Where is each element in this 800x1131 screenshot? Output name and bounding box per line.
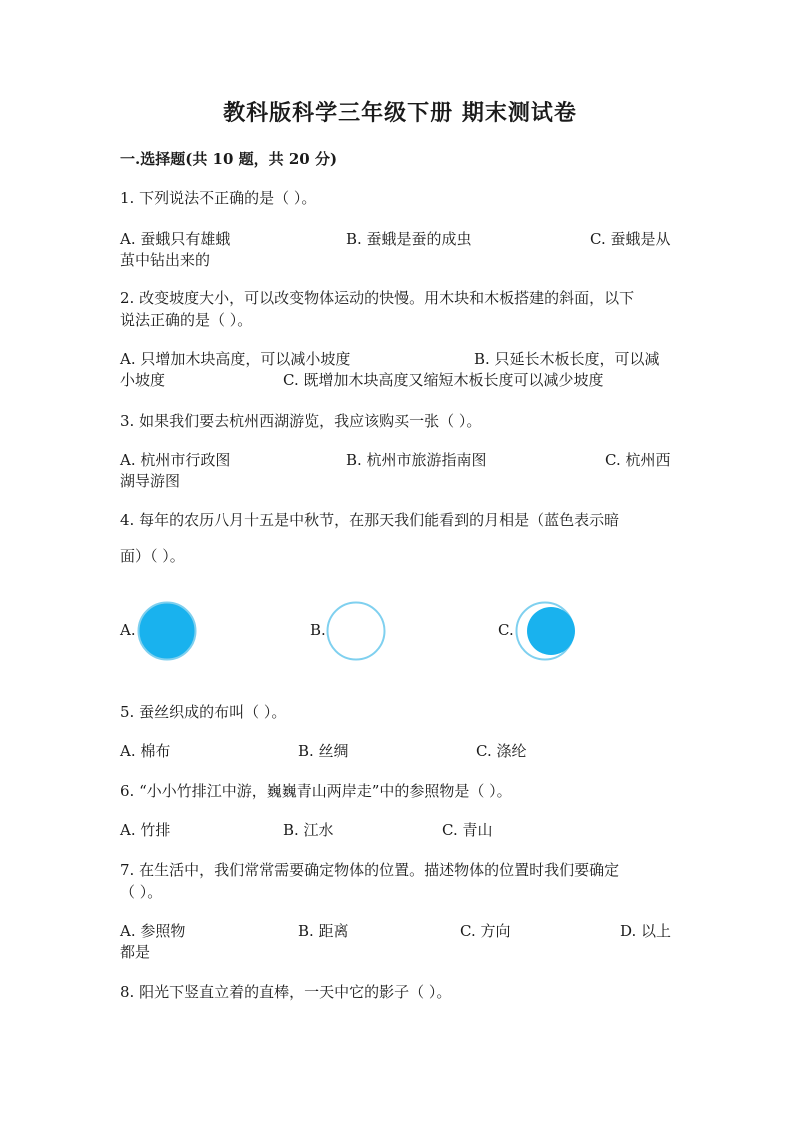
question-5-stem: 5. 蚕丝织成的布叫（ ）。 [120, 703, 287, 721]
question-1-stem: 1. 下列说法不正确的是（ ）。 [120, 189, 317, 207]
q7-option-c: C. 方向 [460, 922, 511, 940]
q1-option-b: B. 蚕蛾是蚕的成虫 [346, 230, 472, 248]
q4-option-c: C. [498, 621, 514, 639]
q3-option-c-cont: 湖导游图 [120, 472, 181, 490]
gibbous-moon-icon [514, 600, 578, 662]
q2-option-b-cont: 小坡度 [120, 371, 166, 389]
q6-option-c: C. 青山 [442, 821, 493, 839]
q2-option-b: B. 只延长木板长度，可以减 [474, 350, 660, 368]
q5-option-b: B. 丝绸 [298, 742, 349, 760]
q6-option-a: A. 竹排 [120, 821, 171, 839]
question-6-stem: 6. “小小竹排江中游，巍巍青山两岸走”中的参照物是（ ）。 [120, 782, 512, 800]
q3-option-c: C. 杭州西 [605, 451, 671, 469]
q5-option-a: A. 棉布 [120, 742, 171, 760]
q7-option-a: A. 参照物 [120, 922, 186, 940]
question-2-stem-line1: 2. 改变坡度大小，可以改变物体运动的快慢。用木块和木板搭建的斜面，以下 [120, 289, 635, 307]
q1-option-a: A. 蚕蛾只有雄蛾 [120, 230, 231, 248]
q3-option-b: B. 杭州市旅游指南图 [346, 451, 487, 469]
q1-option-c-cont: 茧中钻出来的 [120, 251, 211, 269]
q5-option-c: C. 涤纶 [476, 742, 527, 760]
q7-option-d-cont: 都是 [120, 943, 151, 961]
question-2-stem-line2: 说法正确的是（ ）。 [120, 311, 253, 329]
question-7-stem-line2: （ ）。 [120, 883, 163, 901]
question-7-stem-line1: 7. 在生活中，我们常常需要确定物体的位置。描述物体的位置时我们要确定 [120, 861, 620, 879]
q2-option-a: A. 只增加木块高度，可以减小坡度 [120, 350, 351, 368]
q2-option-c: C. 既增加木块高度又缩短木板长度可以减少坡度 [283, 371, 604, 389]
q4-option-a: A. [120, 621, 136, 639]
q7-option-d: D. 以上 [620, 922, 672, 940]
q4-option-b: B. [310, 621, 326, 639]
full-moon-outline-icon [325, 600, 387, 662]
question-4-stem-line1: 4. 每年的农历八月十五是中秋节，在那天我们能看到的月相是（蓝色表示暗 [120, 511, 620, 529]
q3-option-a: A. 杭州市行政图 [120, 451, 231, 469]
full-dark-moon-icon [136, 600, 198, 662]
question-3-stem: 3. 如果我们要去杭州西湖游览，我应该购买一张（ ）。 [120, 412, 482, 430]
q1-option-c: C. 蚕蛾是从 [590, 230, 671, 248]
section-heading: 一.选择题(共 10 题，共 20 分) [120, 150, 338, 168]
question-8-stem: 8. 阳光下竖直立着的直棒，一天中它的影子（ ）。 [120, 983, 452, 1001]
question-4-stem-line2: 面）（ ）。 [120, 547, 185, 565]
q7-option-b: B. 距离 [298, 922, 349, 940]
page-title: 教科版科学三年级下册 期末测试卷 [223, 100, 577, 126]
q6-option-b: B. 江水 [283, 821, 334, 839]
